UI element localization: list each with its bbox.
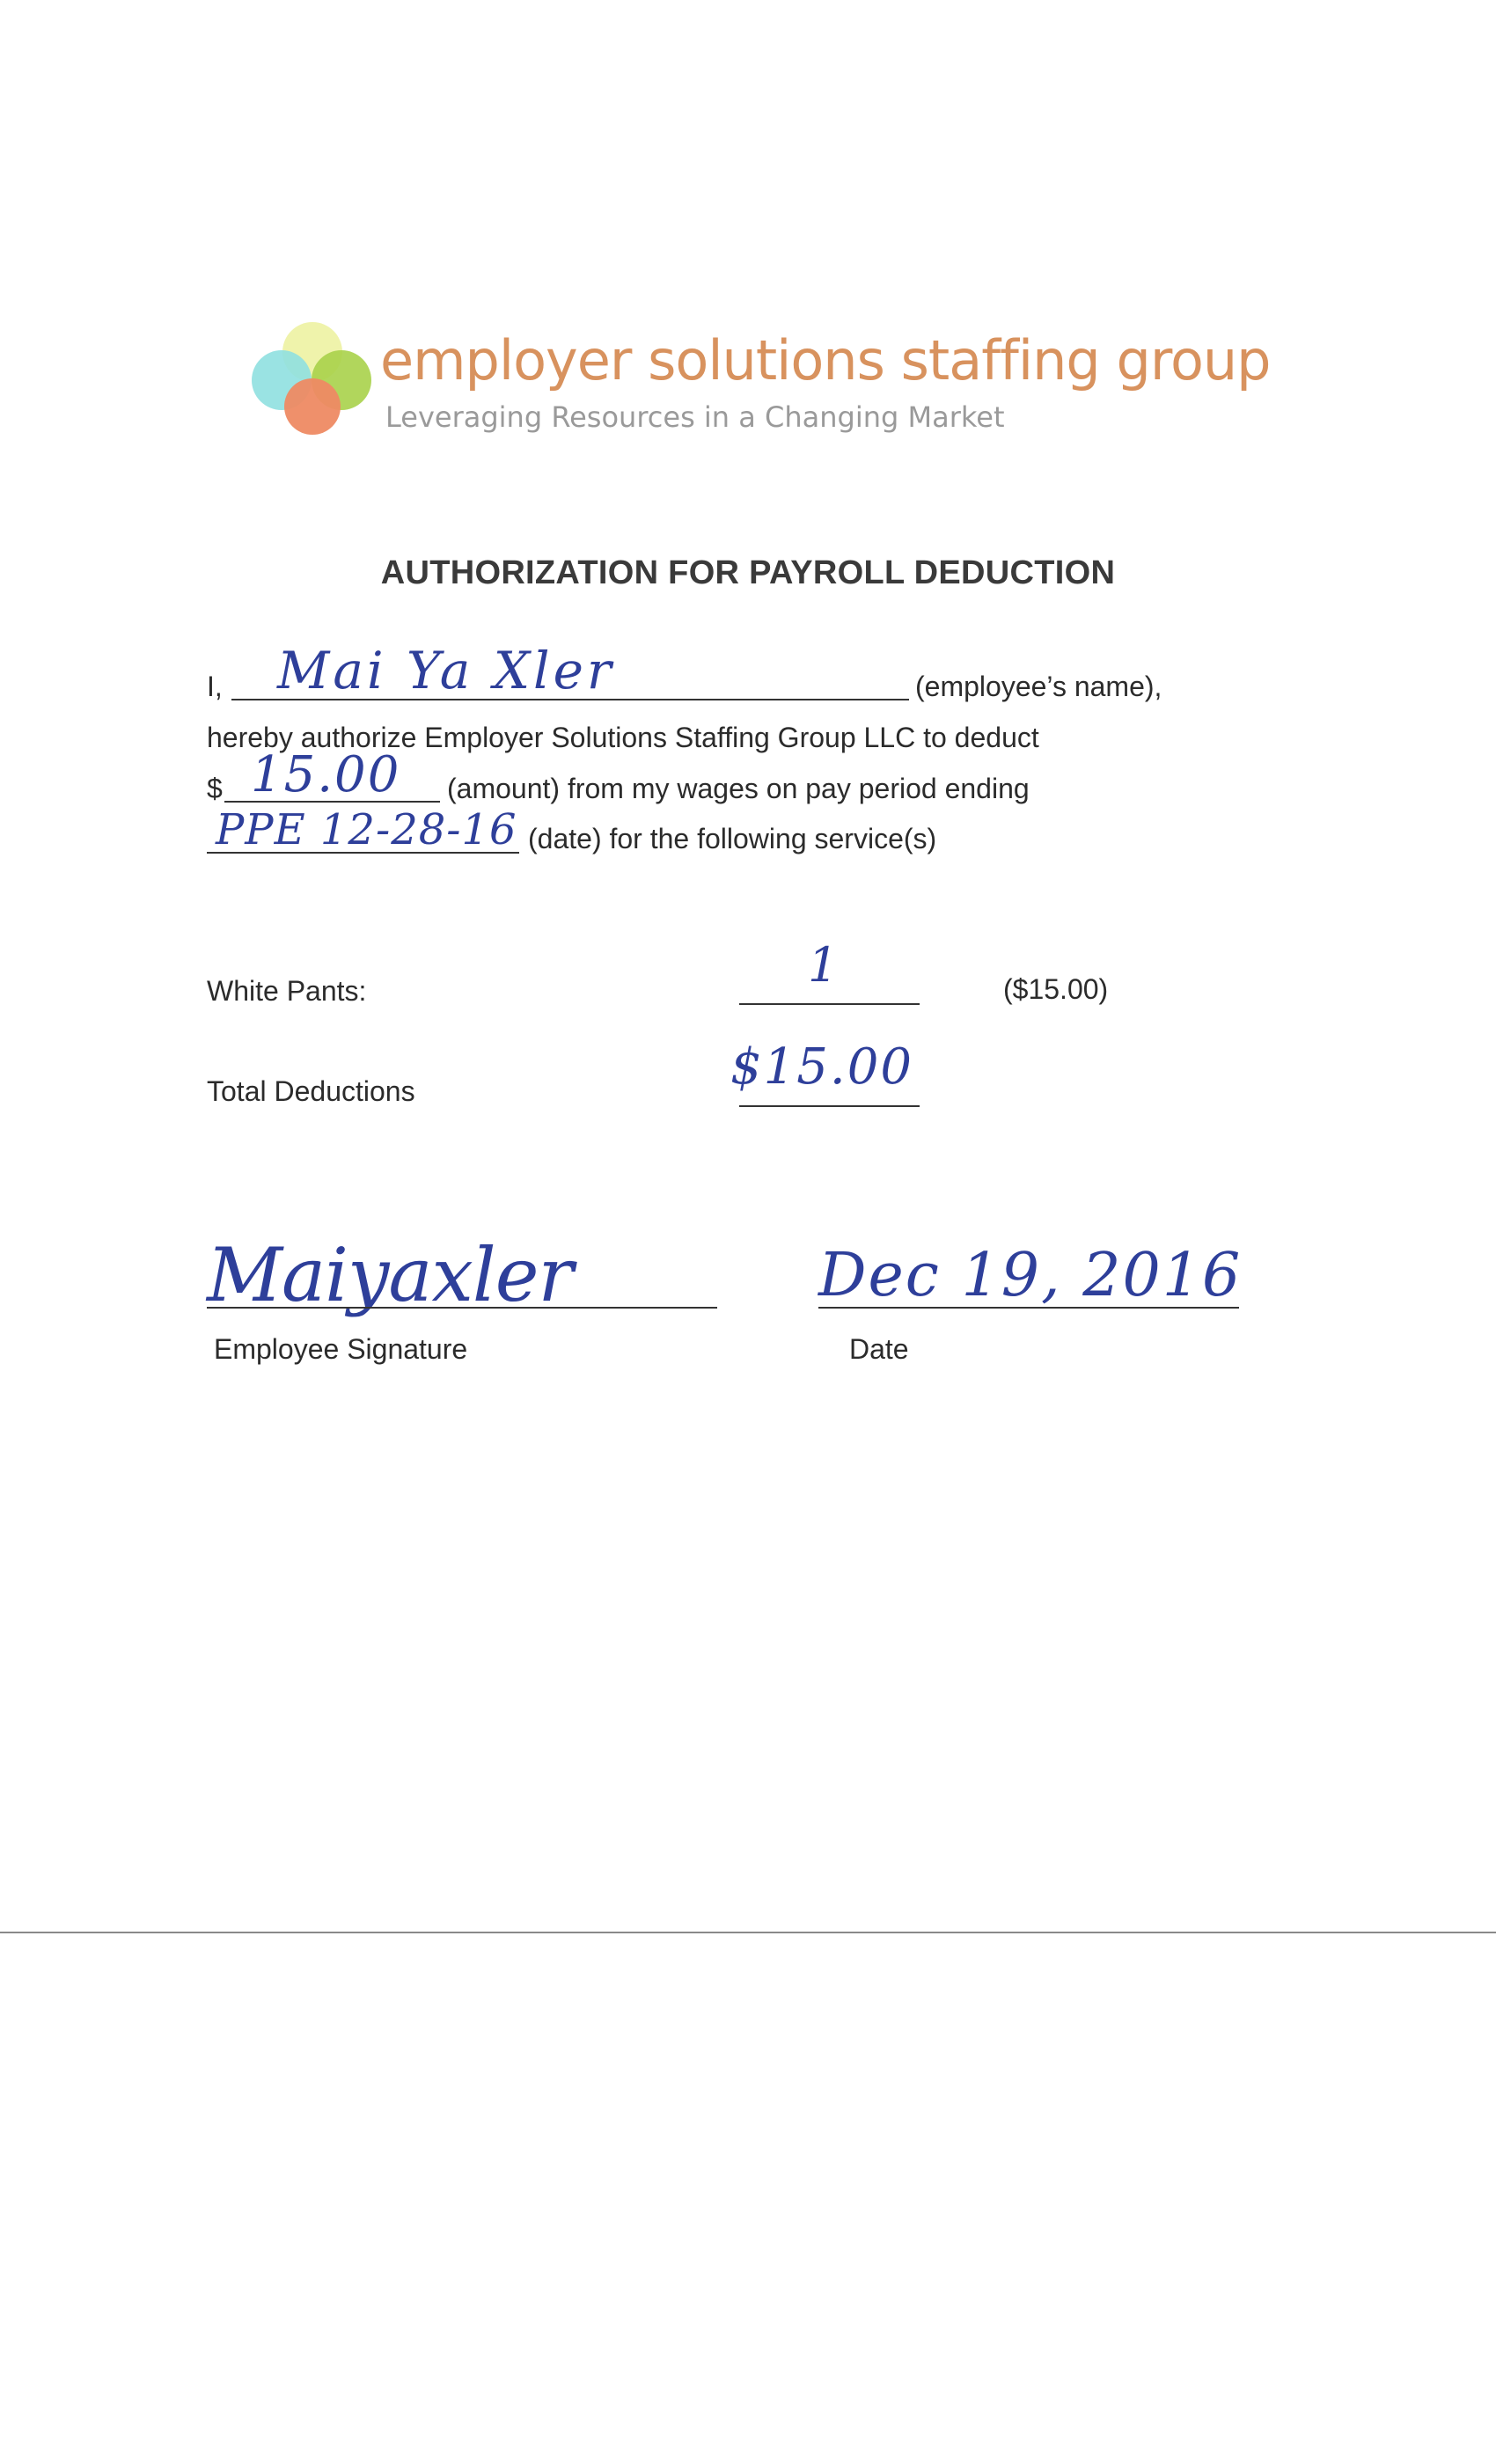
- employee-name-field[interactable]: [231, 699, 909, 700]
- amount-field[interactable]: [224, 801, 440, 803]
- employee-signature-label: Employee Signature: [214, 1333, 468, 1365]
- signature-date-value: Dec 19, 2016: [818, 1241, 1243, 1310]
- total-value: $15.00: [730, 1038, 913, 1096]
- amount-field-value: 15.00: [251, 746, 401, 803]
- form-title: AUTHORIZATION FOR PAYROLL DEDUCTION: [380, 554, 1116, 591]
- company-name: employer solutions staffing group: [380, 328, 1271, 392]
- company-tagline: Leveraging Resources in a Changing Market: [385, 400, 1005, 434]
- item-label: White Pants:: [207, 975, 367, 1007]
- item-quantity-value: 1: [808, 937, 839, 993]
- employee-signature-value: Maiyaxler: [207, 1232, 573, 1318]
- name-prefix: I,: [207, 671, 223, 702]
- scan-divider: [0, 1932, 1496, 1933]
- item-quantity-field[interactable]: [739, 1003, 920, 1005]
- total-field[interactable]: [739, 1105, 920, 1107]
- name-suffix: (employee’s name),: [915, 671, 1162, 702]
- pay-period-field-value: PPE 12-28-16: [216, 805, 517, 854]
- logo-circle-orange: [284, 378, 341, 435]
- item-price: ($15.00): [1003, 973, 1109, 1005]
- pay-period-field[interactable]: [207, 852, 519, 854]
- date-suffix: (date) for the following service(s): [528, 823, 937, 854]
- signature-date-field[interactable]: [818, 1307, 1239, 1309]
- authorize-text: hereby authorize Employer Solutions Staffing Group LLC to deduct: [207, 722, 1039, 753]
- signature-date-label: Date: [849, 1333, 909, 1365]
- employee-name-field-value: Mai Ya Xler: [277, 641, 615, 700]
- amount-suffix: (amount) from my wages on pay period ending: [447, 773, 1030, 804]
- dollar-sign: $: [207, 773, 223, 804]
- company-logo-mark: [248, 319, 376, 437]
- employee-signature-field[interactable]: [207, 1307, 717, 1309]
- total-label: Total Deductions: [207, 1075, 415, 1107]
